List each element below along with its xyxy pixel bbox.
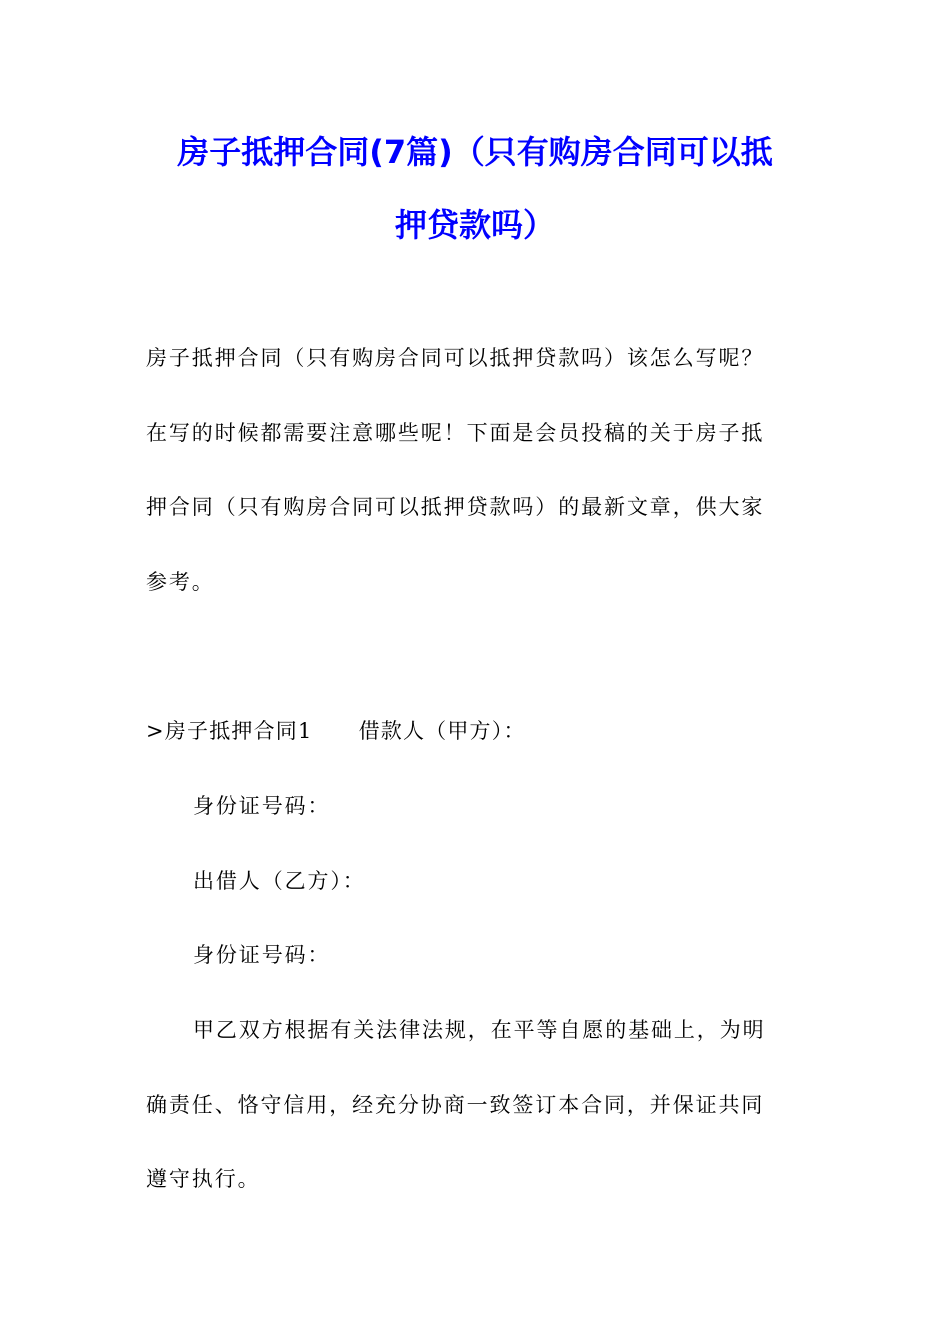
intro-line-2: 在写的时候都需要注意哪些呢！下面是会员投稿的关于房子抵: [146, 421, 765, 445]
lender-label: 出借人（乙方）：: [193, 869, 366, 893]
document-title-line-2: 押贷款吗）: [394, 206, 555, 244]
section-heading: >房子抵押合同1: [146, 719, 313, 743]
intro-line-4: 参考。: [146, 570, 215, 594]
agreement-line-3: 遵守执行。: [146, 1167, 261, 1191]
document-title-line-1: 房子抵押合同(7篇)（只有购房合同可以抵: [177, 133, 773, 171]
intro-line-3: 押合同（只有购房合同可以抵押贷款吗）的最新文章，供大家: [146, 495, 765, 519]
borrower-id-label: 身份证号码：: [193, 794, 331, 818]
intro-line-1: 房子抵押合同（只有购房合同可以抵押贷款吗）该怎么写呢？: [146, 346, 765, 370]
lender-id-label: 身份证号码：: [193, 943, 331, 967]
agreement-line-2: 确责任、恪守信用，经充分协商一致签订本合同，并保证共同: [146, 1093, 765, 1117]
borrower-label: 借款人（甲方）：: [358, 719, 526, 743]
section-heading-line: [146, 716, 806, 746]
agreement-line-1: 甲乙双方根据有关法律法规，在平等自愿的基础上，为明: [193, 1018, 766, 1042]
